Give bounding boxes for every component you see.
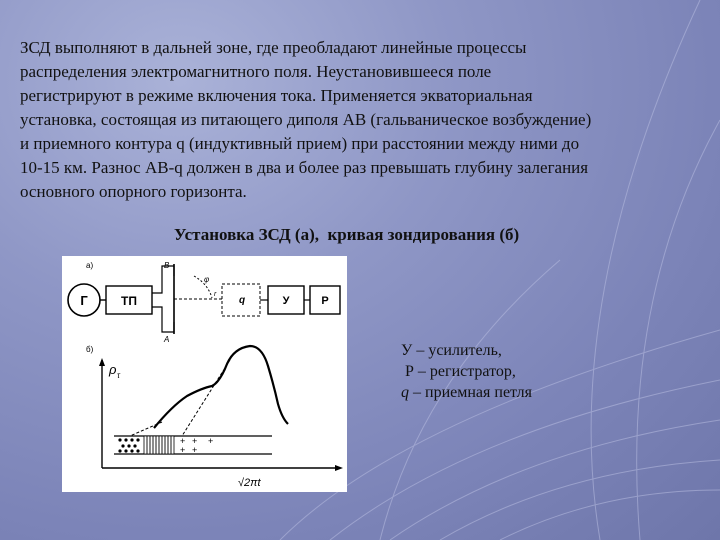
plus-sign: +: [192, 436, 198, 446]
paragraph-line: распределения электромагнитного поля. Неустановившееся поле: [20, 62, 492, 81]
label-b: б): [86, 345, 94, 354]
sounding-curve: [154, 346, 288, 428]
recorder-label: Р: [321, 295, 329, 307]
angle-arc: [194, 276, 212, 298]
point-a-label: A: [164, 335, 170, 344]
rho-subscript: τ: [117, 371, 120, 380]
plus-sign: +: [180, 436, 186, 446]
legend-item-recorder: Р – регистратор,: [401, 363, 516, 380]
x-axis-arrow: [335, 465, 343, 471]
point-b-label: B: [164, 261, 170, 270]
y-axis-arrow: [99, 358, 105, 366]
plus-sign: +: [180, 445, 186, 455]
paragraph-line: ЗСД выполняют в дальней зоне, где преобладают линейные процессы: [20, 38, 527, 57]
legend-q-symbol: q: [401, 384, 409, 401]
description-paragraph: [20, 36, 690, 204]
dashed-connector: [182, 360, 230, 436]
dashed-connector: [130, 422, 162, 436]
tdem-figure: [62, 256, 347, 492]
r-label: r: [214, 291, 217, 298]
paragraph-line: регистрируют в режиме включения тока. Применяется экваториальная: [20, 86, 533, 105]
paragraph-line: 10-15 км. Разнос AB-q должен в два и более раз превышать глубину залегания: [20, 158, 589, 177]
legend-item-amplifier: У – усилитель,: [401, 342, 502, 359]
paragraph-line: установка, состоящая из питающего диполя AB (гальваническое возбуждение): [20, 110, 592, 129]
plus-sign: +: [192, 445, 198, 455]
q-label: q: [238, 295, 246, 306]
paragraph-line: основного опорного горизонта.: [20, 182, 247, 201]
rho-symbol: ρ: [109, 362, 117, 377]
figure-diagram: [62, 256, 347, 492]
dotted-layer: [118, 438, 139, 452]
generator-label: Г: [80, 293, 88, 308]
plus-sign: +: [208, 436, 214, 446]
label-a: а): [86, 261, 94, 270]
paragraph-line: и приемного контура q (индуктивный прием) при расстоянии между ними до: [20, 134, 580, 153]
x-axis-label: √2πt: [238, 477, 261, 489]
legend-item-loop: [401, 382, 532, 403]
amplifier-label: У: [282, 295, 290, 307]
legend-loop-text: – приемная петля: [409, 384, 532, 401]
figure-caption: Установка ЗСД (а), кривая зондирования (б): [174, 225, 520, 244]
wire: [152, 266, 174, 293]
wire: [152, 307, 174, 332]
legend: [401, 340, 532, 403]
phi-label: φ: [204, 275, 210, 284]
tp-label: ТП: [121, 294, 137, 308]
